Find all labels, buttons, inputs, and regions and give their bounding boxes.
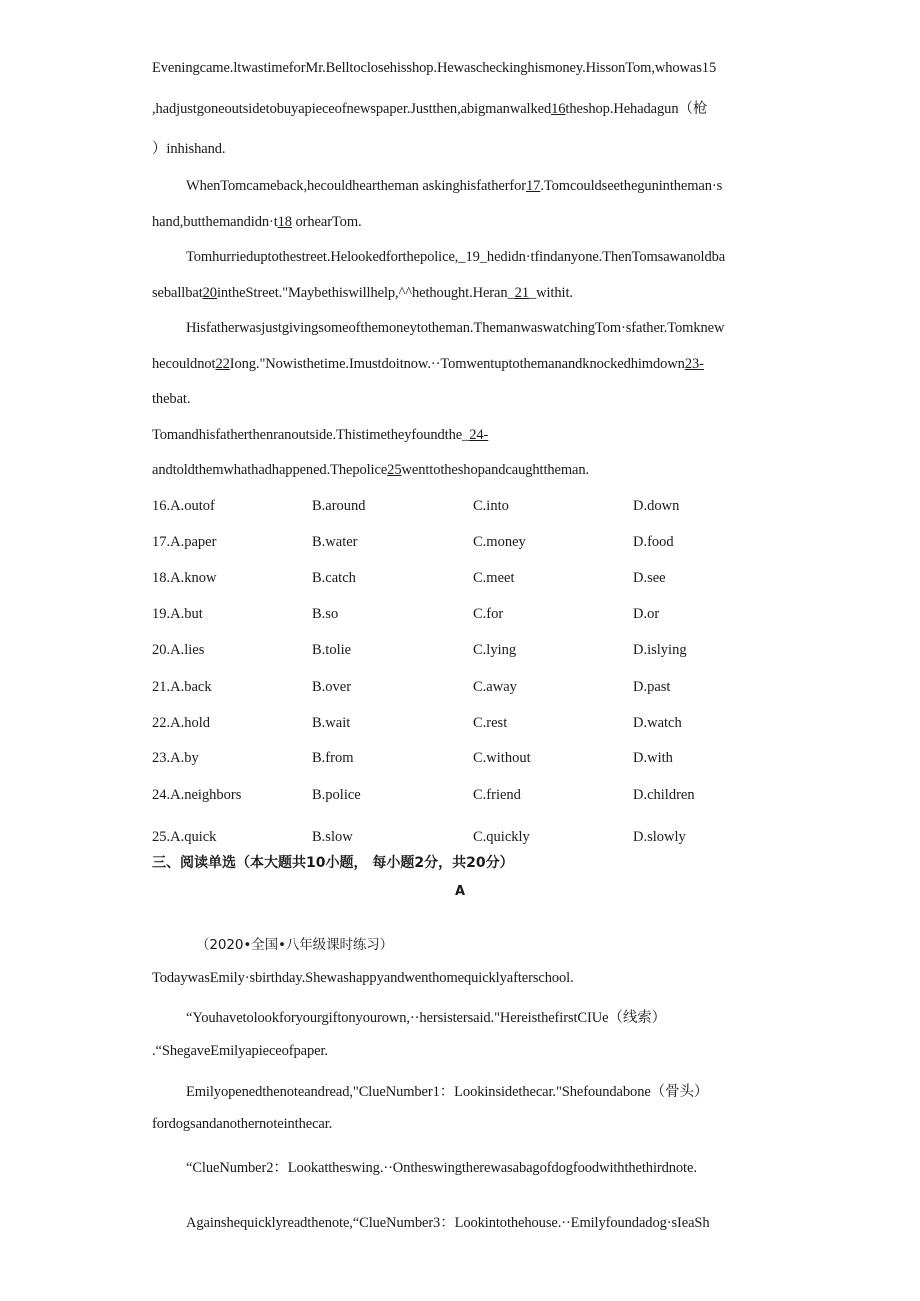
source-note: （2020•全国•八年级课时练习） [196,937,394,953]
option-a: 25.A.quick [152,829,217,845]
option-d: D.watch [633,715,682,731]
option-b: B.wait [312,715,351,731]
blank-22: 22 [215,356,230,372]
option-b: B.slow [312,829,353,845]
passage-line: “ClueNumber2：Lookattheswing.··Ontheswingtherewasabagofdogfoodwiththethirdnote. [186,1160,697,1176]
option-b: B.so [312,606,339,622]
option-b: B.from [312,750,354,766]
option-b: B.water [312,534,358,550]
option-c: C.for [473,606,504,622]
option-b: B.over [312,679,352,695]
blank-23: 23- [684,356,704,372]
option-c: C.rest [473,715,508,731]
cloze-line: Tomandhisfatherthenranoutside.Thistimetheyfoundthe_24- [152,427,489,443]
blank-20: 20 [202,285,217,301]
blank-24: 24- [469,427,489,443]
option-c: C.quickly [473,829,530,845]
option-d: D.with [633,750,673,766]
option-a: 16.A.outof [152,498,215,514]
option-a: 17.A.paper [152,534,217,550]
cloze-line: thebat. [152,391,191,407]
passage-line: Emilyopenedthenoteandread,"ClueNumber1：Lookinsidethecar."Shefoundabone（骨头） [186,1084,709,1100]
option-a: 19.A.but [152,606,203,622]
cloze-line: Hisfatherwasjustgivingsomeofthemoneytotheman.ThemanwaswatchingTom·sfather.Tomknew [186,320,725,336]
passage-line: “Youhavetolookforyourgiftonyourown,··hersistersaid."HereisthefirstCIUe（线索） [186,1010,667,1026]
option-c: C.away [473,679,517,695]
option-b: B.around [312,498,366,514]
passage-line: TodaywasEmily·sbirthday.Shewashappyandwenthomequicklyafterschool. [152,970,574,986]
cloze-line: hand,butthemandidn·t18 orhearTom. [152,214,362,230]
passage-line: .“ShegaveEmilyapieceofpaper. [152,1043,328,1059]
option-c: C.meet [473,570,515,586]
passage-line: fordogsandanothernoteinthecar. [152,1116,333,1132]
option-row-18 [152,570,772,590]
cloze-line: Tomhurrieduptothestreet.Helookedforthepolice,_19_hedidn·tfindanyone.ThenTomsawanoldba [186,249,726,265]
option-d: D.down [633,498,680,514]
option-a: 23.A.by [152,750,199,766]
option-row-17 [152,534,772,554]
option-row-20 [152,642,772,662]
option-row-23 [152,750,772,770]
option-row-25 [152,829,772,849]
option-d: D.past [633,679,671,695]
option-b: B.tolie [312,642,352,658]
option-c: C.into [473,498,509,514]
option-c: C.lying [473,642,517,658]
cloze-line: seballbat20intheStreet."Maybethiswillhelp,^^hethought.Heran_21_withit. [152,285,573,301]
option-c: C.friend [473,787,521,803]
option-d: D.see [633,570,666,586]
section-heading: 三、阅读单选（本大题共10小题， 每小题2分，共20分） [152,855,514,871]
passage-line: Againshequicklyreadthenote,“ClueNumber3：Lookintothehouse.··Emilyfoundadog·sIeaSh [186,1215,710,1231]
cloze-line: ,hadjustgoneoutsidetobuyapieceofnewspaper.Justthen,abigmanwalked16theshop.Hehadagun（枪 [152,101,708,117]
option-d: D.food [633,534,674,550]
blank-16: 16 [551,101,566,117]
option-d: D.islying [633,642,687,658]
option-row-21 [152,679,772,699]
blank-25: 25 [387,462,402,478]
option-a: 20.A.lies [152,642,205,658]
option-a: 22.A.hold [152,715,210,731]
cloze-line: WhenTomcameback,hecouldheartheman askinghisfatherfor17.Tomcouldseethegunintheman·s [186,178,723,194]
option-a: 24.A.neighbors [152,787,242,803]
option-c: C.money [473,534,526,550]
option-d: D.or [633,606,660,622]
option-a: 18.A.know [152,570,217,586]
option-b: B.catch [312,570,356,586]
blank-17: 17 [526,178,541,194]
option-row-19 [152,606,772,626]
blank-19: 19 [465,249,480,265]
cloze-line: Eveningcame.ltwastimeforMr.Belltoclosehisshop.Hewascheckinghismoney.HissonTom,whowas15 [152,60,717,76]
option-row-24 [152,787,772,807]
option-d: D.slowly [633,829,686,845]
cloze-line: hecouldnot22Iong."Nowisthetime.Imustdoitnow.··Tomwentuptothemanandknockedhimdown23- [152,356,704,372]
passage-label: A [455,884,466,899]
cloze-line: andtoldthemwhathadhappened.Thepolice25wenttotheshopandcaughttheman. [152,462,590,478]
option-b: B.police [312,787,361,803]
blank-21: 21 [514,285,529,301]
option-row-22 [152,715,772,735]
option-d: D.children [633,787,695,803]
cloze-line: ）inhishand. [152,141,226,157]
blank-18: 18 [277,214,292,230]
option-row-16 [152,498,772,518]
option-c: C.without [473,750,531,766]
option-a: 21.A.back [152,679,212,695]
